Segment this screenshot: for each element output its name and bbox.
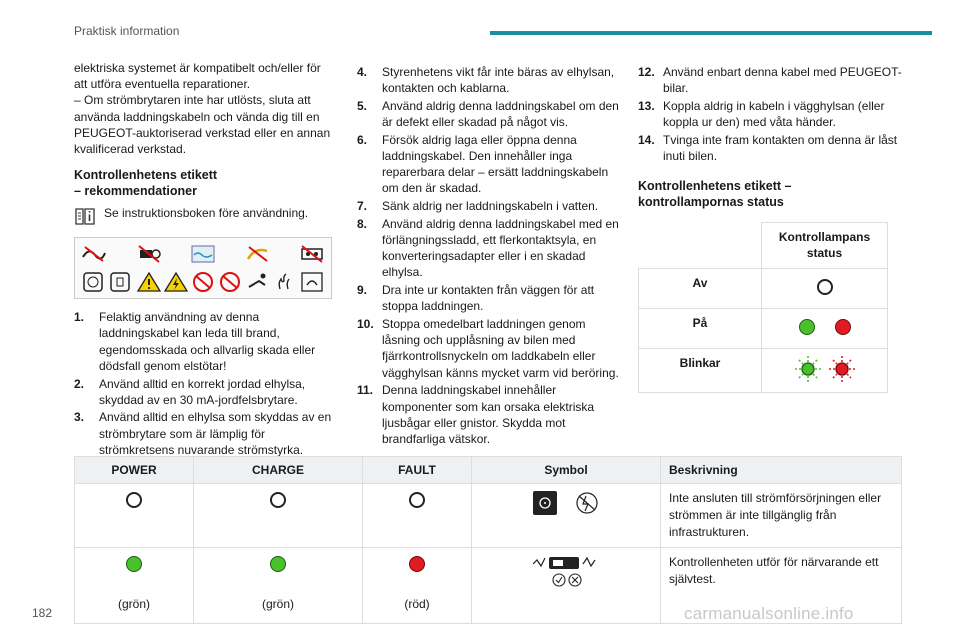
item-number: 8. [357, 216, 368, 231]
power-cell [75, 484, 194, 548]
no-multi-socket-icon [299, 243, 325, 265]
no-power-symbol-icon [531, 490, 601, 516]
list-item [638, 132, 908, 164]
electric-shock-icon [163, 271, 189, 293]
handle-with-care-icon [299, 271, 325, 293]
list-item [74, 376, 336, 408]
charge-status-table [74, 456, 902, 624]
item-text: Koppla aldrig in kabeln i vägghylsan (eller koppla ur den) med våta händer. [663, 98, 885, 130]
column-header-power: POWER [75, 457, 194, 484]
note-text: Se instruktionsboken före användning. [104, 206, 309, 221]
lamp-color-caption: (grön) [261, 597, 294, 611]
fault-cell [363, 548, 472, 624]
lamp-green-icon [126, 556, 142, 572]
column-2 [357, 64, 625, 449]
section-heading-lamp-status [638, 178, 908, 210]
table-row [639, 308, 888, 348]
lamp-off-icon [409, 492, 425, 508]
heading-line-2: kontrollampornas status [638, 195, 784, 210]
list-item [638, 98, 908, 130]
fault-cell [363, 484, 472, 548]
no-water-icon [190, 243, 216, 265]
lamp-status-table [638, 222, 888, 392]
item-text: Använd aldrig denna laddningskabel om den är defekt eller skadad på något vis. [382, 98, 619, 130]
warning-label-image [74, 237, 332, 299]
status-cell-on [762, 308, 888, 348]
item-text: Dra inte ur kontakten från väggen för att stoppa laddningen. [382, 283, 595, 314]
item-number: 5. [357, 98, 368, 113]
header-accent-bar [490, 31, 932, 35]
lamp-green-on-icon [799, 319, 815, 335]
table-row [639, 348, 888, 392]
falling-person-icon [245, 271, 271, 293]
lamp-off-icon [126, 492, 142, 508]
header-section-title: Praktisk information [74, 24, 180, 38]
list-item [357, 282, 625, 314]
item-number: 11. [357, 383, 374, 398]
item-text: Försök aldrig laga eller öppna denna laddningskabel. Den innehåller inga reparerbara delar – ersätt laddningskabeln om den är skadad. [382, 132, 609, 196]
manual-book-icon [74, 205, 96, 227]
description-cell: Inte ansluten till strömförsörjningen eller strömmen är inte tillgänglig från infrastrukturen. [661, 484, 902, 548]
status-label-on: På [639, 308, 762, 348]
column-1 [74, 60, 336, 460]
heading-line-1: Kontrollenhetens etikett – [638, 179, 792, 194]
heading-line-2: – rekommendationer [74, 184, 197, 199]
lamp-color-caption: (grön) [117, 597, 150, 611]
heading-line-1: Kontrollenhetens etikett [74, 168, 218, 183]
list-item [357, 216, 625, 281]
column-3 [638, 64, 908, 393]
column-header-symbol: Symbol [472, 457, 661, 484]
status-label-blinking: Blinkar [639, 348, 762, 392]
status-cell-blinking [762, 348, 888, 392]
list-item [74, 309, 336, 374]
item-number: 12. [638, 65, 655, 79]
recommendations-list-2 [357, 64, 625, 447]
item-text: Felaktig användning av denna laddningskabel kan leda till brand, egendomsskada och allvarlig skada eller dödsfall genom elstötar! [99, 310, 316, 373]
no-repair-icon [190, 271, 216, 293]
list-item [357, 382, 625, 447]
item-number: 6. [357, 132, 368, 147]
table-header-lamp-status: Kontrollampans status [762, 223, 888, 268]
status-label-off: Av [639, 268, 762, 308]
table-row [639, 223, 888, 268]
no-pulling-cable-icon [245, 243, 271, 265]
item-text: Tvinga inte fram kontakten om denna är låst inuti bilen. [663, 132, 898, 164]
grounded-socket-icon [81, 271, 107, 293]
no-adapter-icon [136, 243, 162, 265]
item-number: 13. [638, 98, 655, 113]
list-item [357, 64, 625, 96]
column-header-charge: CHARGE [194, 457, 363, 484]
recommendations-list-1 [74, 309, 336, 458]
list-item [357, 132, 625, 197]
item-text: Denna laddningskabel innehåller komponenter som kan orsaka elektriska ljusbågar eller gnistor. Skydda mot brandfarliga vätskor. [382, 383, 595, 446]
section-heading-recommendations [74, 167, 336, 199]
table-row [639, 268, 888, 308]
list-item [357, 98, 625, 130]
item-text: Använd alltid en korrekt jordad elhylsa, skyddad av en 30 mA-jordfelsbrytare. [99, 376, 306, 407]
table-row [75, 484, 902, 548]
symbol-cell [472, 548, 661, 624]
lamp-green-blinking-icon [794, 355, 822, 383]
lamp-color-caption: (röd) [404, 597, 430, 611]
symbol-cell [472, 484, 661, 548]
intro-paragraph-2: – Om strömbrytaren inte har utlösts, sluta att använda laddningskabeln och vända dig till en PEUGEOT-auktoriserad verkstad eller en annan kvalificerad verkstad. [74, 93, 331, 157]
item-text: Använd aldrig denna laddningskabel med en förlängningssladd, ett flerkontaktsyla, en konverteringsadapter eller i en skadad elhylsa. [382, 216, 619, 280]
item-number: 7. [357, 199, 368, 214]
page-number: 182 [32, 606, 53, 620]
item-number: 1. [74, 310, 85, 325]
status-cell-off [762, 268, 888, 308]
list-item [357, 316, 625, 381]
item-text: Sänk aldrig ner laddningskabeln i vatten. [382, 199, 599, 214]
circuit-breaker-icon [108, 271, 134, 293]
charge-cell [194, 548, 363, 624]
lamp-red-blinking-icon [828, 355, 856, 383]
charge-cell [194, 484, 363, 548]
no-extension-cord-icon [81, 243, 107, 265]
item-number: 9. [357, 283, 368, 298]
item-number: 10. [357, 317, 374, 332]
column-header-description: Beskrivning [661, 457, 902, 484]
item-number: 4. [357, 65, 368, 79]
list-item [357, 198, 625, 214]
item-number: 2. [74, 376, 85, 391]
table-header-row [75, 457, 902, 484]
item-number: 3. [74, 410, 85, 425]
item-text: Styrenhetens vikt får inte bäras av elhylsan, kontakten och kablarna. [382, 65, 615, 96]
lamp-red-icon [409, 556, 425, 572]
table-cell-empty [639, 223, 762, 268]
intro-paragraph-1: elektriska systemet är kompatibelt och/eller för att utföra eventuella reparationer. [74, 61, 321, 92]
list-item [638, 64, 908, 96]
warning-triangle-icon [136, 271, 162, 293]
item-text: Använd enbart denna kabel med PEUGEOT-bilar. [663, 65, 902, 96]
description-cell: Kontrollenheten utför för närvarande ett självtest. [661, 548, 902, 624]
power-cell [75, 548, 194, 624]
hot-surface-icon [272, 271, 298, 293]
watermark: carmanualsonline.info [684, 604, 854, 623]
lamp-off-icon [817, 279, 833, 295]
manual-note [74, 205, 336, 227]
self-test-symbol-icon [531, 554, 601, 588]
no-tripping-icon [217, 271, 243, 293]
lamp-red-on-icon [835, 319, 851, 335]
item-number: 14. [638, 132, 655, 147]
lamp-off-icon [270, 492, 286, 508]
recommendations-list-3 [638, 64, 908, 164]
list-item [74, 409, 336, 458]
item-text: Stoppa omedelbart laddningen genom låsning och upplåsning av bilen med fjärrkontrollsnyckeln om laddkabeln eller vägghylsan känns mycket varm vid beröring. [382, 317, 619, 380]
lamp-green-icon [270, 556, 286, 572]
item-text: Använd alltid en elhylsa som skyddas av en strömbrytare som är lämplig för strömkretsens nuvarande strömstyrka. [99, 410, 332, 457]
column-header-fault: FAULT [363, 457, 472, 484]
